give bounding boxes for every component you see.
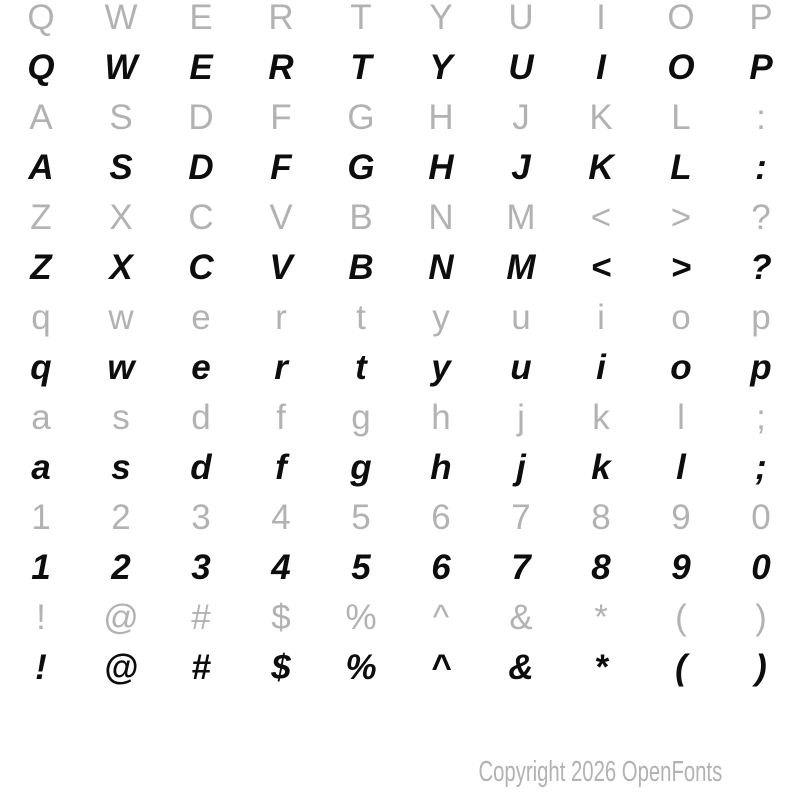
glyph-cell: B [349, 198, 373, 237]
glyph-cell: 2 [111, 498, 131, 537]
glyph-cell: J [511, 148, 531, 187]
glyph-cell: A [28, 148, 54, 187]
glyph-cell: X [109, 248, 133, 287]
glyph-cell: M [506, 248, 536, 287]
glyph-cell: w [107, 348, 135, 387]
glyph-cell: N [428, 248, 454, 287]
glyph-cell: ) [755, 648, 767, 687]
glyph-cell: ! [35, 648, 47, 687]
glyph-cell: & [508, 648, 534, 687]
specimen-row-bold-italic [1, 543, 800, 593]
glyph-cell: ! [36, 598, 46, 637]
glyph-cell: u [511, 298, 531, 337]
glyph-cell: P [749, 0, 773, 37]
glyph-cell: j [517, 398, 525, 437]
glyph-cell: 2 [111, 548, 131, 587]
glyph-cell: w [108, 298, 134, 337]
glyph-cell: ^ [430, 648, 452, 687]
glyph-cell: > [670, 248, 692, 287]
glyph-cell: s [111, 448, 131, 487]
glyph-cell: q [30, 348, 52, 387]
glyph-cell: 6 [431, 498, 451, 537]
glyph-cell: h [430, 448, 452, 487]
glyph-cell: J [512, 98, 530, 137]
specimen-row-regular [1, 193, 800, 243]
specimen-row-regular [1, 293, 800, 343]
glyph-cell: j [516, 448, 526, 487]
glyph-cell: l [677, 398, 685, 437]
glyph-cell: K [589, 98, 613, 137]
glyph-cell: @ [103, 648, 139, 687]
glyph-cell: r [274, 348, 288, 387]
glyph-cell: Y [429, 0, 453, 37]
glyph-cell: O [667, 48, 695, 87]
glyph-cell: H [428, 148, 454, 187]
glyph-cell: S [109, 98, 133, 137]
glyph-cell: h [431, 398, 451, 437]
glyph-cell: G [347, 98, 375, 137]
glyph-cell: Z [30, 248, 52, 287]
glyph-cell: L [670, 148, 692, 187]
specimen-row-bold-italic [1, 343, 800, 393]
glyph-cell: q [31, 298, 51, 337]
glyph-cell: ; [755, 448, 767, 487]
glyph-cell: C [188, 248, 214, 287]
glyph-cell: e [191, 298, 211, 337]
glyph-cell: a [31, 448, 51, 487]
glyph-cell: N [428, 198, 454, 237]
glyph-cell: i [596, 348, 606, 387]
glyph-cell: X [109, 198, 133, 237]
glyph-cell: R [268, 0, 294, 37]
specimen-row-bold-italic [1, 143, 800, 193]
glyph-cell: 8 [591, 498, 611, 537]
glyph-cell: y [432, 298, 450, 337]
glyph-cell: B [348, 248, 374, 287]
glyph-cell: i [597, 298, 605, 337]
glyph-cell: T [350, 48, 372, 87]
glyph-cell: e [191, 348, 211, 387]
glyph-cell: g [350, 448, 372, 487]
glyph-cell: E [189, 48, 213, 87]
glyph-cell: Y [429, 48, 453, 87]
glyph-cell: > [670, 198, 692, 237]
glyph-cell: U [508, 48, 534, 87]
glyph-cell: I [596, 48, 606, 87]
glyph-cell: E [189, 0, 213, 37]
glyph-cell: k [592, 398, 610, 437]
specimen-row-regular [1, 393, 800, 443]
glyph-cell: 0 [751, 548, 771, 587]
glyph-cell: 4 [271, 548, 291, 587]
specimen-row-bold-italic [1, 243, 800, 293]
character-grid [1, 0, 800, 693]
glyph-cell: u [510, 348, 532, 387]
glyph-cell: Z [30, 198, 52, 237]
glyph-cell: o [670, 348, 692, 387]
glyph-cell: < [590, 198, 612, 237]
glyph-cell: 1 [31, 548, 51, 587]
glyph-cell: 9 [671, 498, 691, 537]
glyph-cell: 9 [671, 548, 691, 587]
glyph-cell: r [275, 298, 287, 337]
glyph-cell: Q [27, 0, 55, 37]
glyph-cell: * [594, 598, 608, 637]
glyph-cell: D [188, 98, 214, 137]
glyph-cell: * [594, 648, 608, 687]
glyph-cell: I [596, 0, 606, 37]
glyph-cell: F [270, 98, 292, 137]
specimen-row-regular [1, 0, 800, 43]
glyph-cell: 0 [751, 498, 771, 537]
glyph-cell: W [104, 0, 138, 37]
specimen-row-regular [1, 93, 800, 143]
glyph-cell: k [591, 448, 611, 487]
glyph-cell: f [276, 398, 286, 437]
glyph-cell: H [428, 98, 454, 137]
glyph-cell: & [509, 598, 533, 637]
glyph-cell: ( [675, 598, 687, 637]
glyph-cell: % [345, 598, 377, 637]
specimen-row-regular [1, 593, 800, 643]
glyph-cell: t [355, 348, 367, 387]
glyph-cell: 7 [511, 498, 531, 537]
glyph-cell: $ [271, 598, 291, 637]
glyph-cell: 1 [31, 498, 51, 537]
glyph-cell: d [190, 448, 212, 487]
glyph-cell: ? [750, 248, 772, 287]
glyph-cell: F [270, 148, 292, 187]
glyph-cell: 7 [511, 548, 531, 587]
glyph-cell: ? [751, 198, 771, 237]
glyph-cell: C [188, 198, 214, 237]
glyph-cell: G [347, 148, 375, 187]
glyph-cell: ^ [432, 598, 450, 637]
glyph-cell: T [350, 0, 372, 37]
glyph-cell: 6 [431, 548, 451, 587]
glyph-cell: V [269, 248, 293, 287]
glyph-cell: y [431, 348, 451, 387]
glyph-cell: t [356, 298, 366, 337]
glyph-cell: s [112, 398, 130, 437]
glyph-cell: Q [27, 48, 55, 87]
glyph-cell: l [676, 448, 686, 487]
specimen-row-bold-italic [1, 43, 800, 93]
glyph-cell: o [671, 298, 691, 337]
glyph-cell: d [191, 398, 211, 437]
glyph-cell: 3 [191, 498, 211, 537]
glyph-cell: D [188, 148, 214, 187]
glyph-cell: M [506, 198, 536, 237]
glyph-cell: W [104, 48, 138, 87]
glyph-cell: % [345, 648, 377, 687]
glyph-cell: a [31, 398, 51, 437]
glyph-cell: : [755, 148, 767, 187]
glyph-cell: ; [756, 398, 766, 437]
glyph-cell: 5 [351, 548, 371, 587]
glyph-cell: ) [755, 598, 767, 637]
glyph-cell: # [191, 598, 211, 637]
glyph-cell: O [667, 0, 695, 37]
glyph-cell: P [749, 48, 773, 87]
glyph-cell: < [590, 248, 612, 287]
glyph-cell: U [508, 0, 534, 37]
glyph-cell: @ [103, 598, 139, 637]
glyph-cell: A [29, 98, 53, 137]
glyph-cell: L [671, 98, 691, 137]
glyph-cell: 5 [351, 498, 371, 537]
glyph-cell: 4 [271, 498, 291, 537]
glyph-cell: K [588, 148, 614, 187]
specimen-row-bold-italic [1, 443, 800, 493]
copyright-text: Copyright 2026 OpenFonts [478, 756, 722, 788]
glyph-cell: $ [271, 648, 291, 687]
glyph-cell: # [191, 648, 211, 687]
glyph-cell: R [268, 48, 294, 87]
glyph-cell: : [756, 98, 766, 137]
glyph-cell: V [269, 198, 293, 237]
glyph-cell: f [275, 448, 287, 487]
glyph-cell: 3 [191, 548, 211, 587]
specimen-row-regular [1, 493, 800, 543]
glyph-cell: 8 [591, 548, 611, 587]
glyph-cell: ( [675, 648, 687, 687]
glyph-cell: S [109, 148, 133, 187]
glyph-cell: p [750, 348, 772, 387]
specimen-row-bold-italic [1, 643, 800, 693]
glyph-cell: p [751, 298, 771, 337]
glyph-cell: g [351, 398, 371, 437]
